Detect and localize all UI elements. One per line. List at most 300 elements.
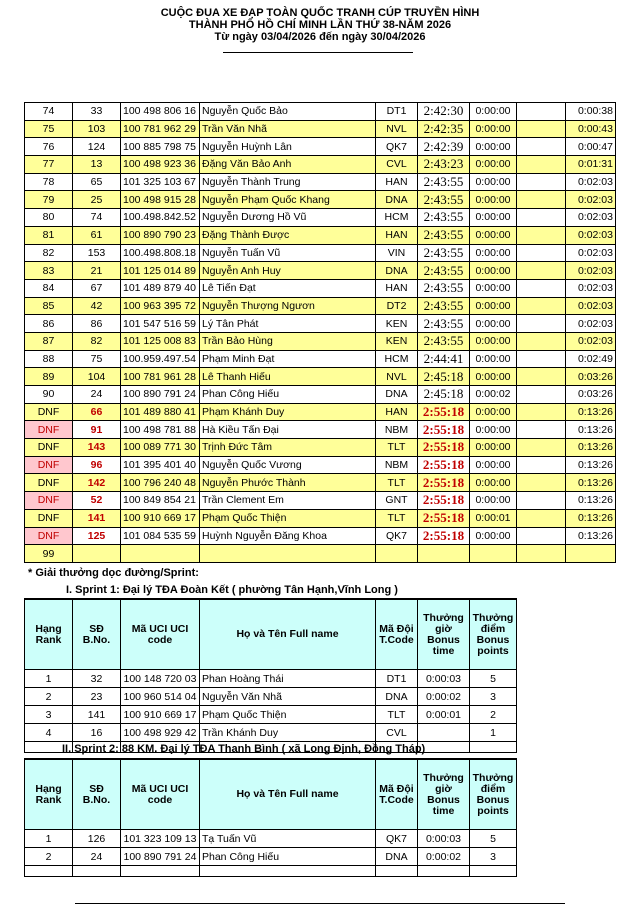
time-cell: 2:43:23 bbox=[418, 156, 470, 174]
name-cell: Nguyễn Quốc Bảo bbox=[200, 103, 376, 121]
bonus-cell: 0:00:02 bbox=[470, 386, 517, 404]
table-row bbox=[25, 244, 616, 262]
name-cell: Phạm Khánh Duy bbox=[200, 403, 376, 421]
table-row bbox=[25, 103, 616, 121]
bib-cell bbox=[73, 545, 121, 563]
col-bib-header: SĐ B.No. bbox=[73, 759, 121, 830]
team-cell: DNA bbox=[376, 262, 418, 280]
gap-cell: 0:13:26 bbox=[566, 403, 616, 421]
header-divider bbox=[223, 52, 413, 53]
uci-cell: 100 498 923 36 bbox=[121, 156, 200, 174]
empty-cell bbox=[200, 866, 376, 877]
time-cell: 2:43:55 bbox=[418, 244, 470, 262]
sprint2-table bbox=[24, 758, 517, 877]
gap-cell: 0:03:26 bbox=[566, 386, 616, 404]
table-row bbox=[25, 527, 616, 545]
rank-cell: DNF bbox=[25, 403, 73, 421]
uci-cell: 100 089 771 30 bbox=[121, 439, 200, 457]
bib-cell: 141 bbox=[73, 706, 121, 724]
name-cell: Nguyễn Quốc Vương bbox=[200, 456, 376, 474]
bib-cell: 124 bbox=[73, 138, 121, 156]
bonus-cell: 0:00:00 bbox=[470, 297, 517, 315]
uci-cell: 100 890 791 24 bbox=[121, 386, 200, 404]
name-cell: Nguyễn Phước Thành bbox=[200, 474, 376, 492]
extra-cell bbox=[517, 545, 566, 563]
rank-cell: 77 bbox=[25, 156, 73, 174]
bib-cell: 24 bbox=[73, 848, 121, 866]
uci-cell: 100 910 669 17 bbox=[121, 706, 200, 724]
team-cell: DNA bbox=[376, 848, 418, 866]
gap-cell: 0:02:49 bbox=[566, 350, 616, 368]
name-cell: Lê Thanh Hiếu bbox=[200, 368, 376, 386]
team-cell: HAN bbox=[376, 226, 418, 244]
bib-cell: 16 bbox=[73, 724, 121, 742]
uci-cell: 100 498 806 16 bbox=[121, 103, 200, 121]
name-cell: Đặng Thành Được bbox=[200, 226, 376, 244]
team-cell: DNA bbox=[376, 386, 418, 404]
name-cell: Phan Hoàng Thái bbox=[200, 670, 376, 688]
footer-divider bbox=[75, 903, 565, 904]
table-row bbox=[25, 439, 616, 457]
table-row bbox=[25, 173, 616, 191]
time-cell: 2:55:18 bbox=[418, 456, 470, 474]
rank-cell: 89 bbox=[25, 368, 73, 386]
empty-cell bbox=[470, 866, 517, 877]
team-cell: HAN bbox=[376, 173, 418, 191]
team-cell: DNA bbox=[376, 191, 418, 209]
extra-cell bbox=[517, 244, 566, 262]
name-cell bbox=[200, 545, 376, 563]
name-cell: Nguyễn Thượng Ngươn bbox=[200, 297, 376, 315]
bonus-cell bbox=[470, 545, 517, 563]
time-cell: 2:43:55 bbox=[418, 279, 470, 297]
uci-cell: 100 849 854 21 bbox=[121, 492, 200, 510]
bib-cell: 61 bbox=[73, 226, 121, 244]
uci-cell: 100.959.497.54 bbox=[121, 350, 200, 368]
uci-cell: 100 890 790 23 bbox=[121, 226, 200, 244]
extra-cell bbox=[517, 279, 566, 297]
table-row bbox=[25, 297, 616, 315]
extra-cell bbox=[517, 173, 566, 191]
team-cell: HCM bbox=[376, 209, 418, 227]
extra-cell bbox=[517, 315, 566, 333]
team-cell: VIN bbox=[376, 244, 418, 262]
extra-cell bbox=[517, 138, 566, 156]
gap-cell: 0:02:03 bbox=[566, 297, 616, 315]
rank-cell: 4 bbox=[25, 724, 73, 742]
time-cell bbox=[418, 545, 470, 563]
rank-cell: 2 bbox=[25, 688, 73, 706]
gap-cell bbox=[566, 545, 616, 563]
uci-cell: 100 148 720 03 bbox=[121, 670, 200, 688]
name-cell: Phạm Quốc Thiện bbox=[200, 509, 376, 527]
sprint1-table bbox=[24, 598, 517, 753]
extra-cell bbox=[517, 368, 566, 386]
team-cell: TLT bbox=[376, 474, 418, 492]
time-cell: 2:44:41 bbox=[418, 350, 470, 368]
team-cell: KEN bbox=[376, 332, 418, 350]
extra-cell bbox=[517, 297, 566, 315]
bonus-time-cell: 0:00:02 bbox=[418, 848, 470, 866]
time-cell: 2:43:55 bbox=[418, 226, 470, 244]
table-row bbox=[25, 386, 616, 404]
rank-cell: 85 bbox=[25, 297, 73, 315]
bonus-cell: 0:00:00 bbox=[470, 191, 517, 209]
name-cell: Trần Clement Em bbox=[200, 492, 376, 510]
name-cell: Tạ Tuấn Vũ bbox=[200, 830, 376, 848]
bonus-cell: 0:00:00 bbox=[470, 120, 517, 138]
time-cell: 2:55:18 bbox=[418, 509, 470, 527]
team-cell: NBM bbox=[376, 456, 418, 474]
team-cell: TLT bbox=[376, 439, 418, 457]
table-row bbox=[25, 545, 616, 563]
bonus-cell: 0:00:00 bbox=[470, 103, 517, 121]
bib-cell: 65 bbox=[73, 173, 121, 191]
table-row bbox=[25, 156, 616, 174]
rank-cell: DNF bbox=[25, 509, 73, 527]
bib-cell: 141 bbox=[73, 509, 121, 527]
gap-cell: 0:13:26 bbox=[566, 421, 616, 439]
gap-cell: 0:02:03 bbox=[566, 209, 616, 227]
bonus-time-cell bbox=[418, 724, 470, 742]
rank-cell: 2 bbox=[25, 848, 73, 866]
team-cell: HAN bbox=[376, 403, 418, 421]
bib-cell: 153 bbox=[73, 244, 121, 262]
bib-cell: 24 bbox=[73, 386, 121, 404]
table-row bbox=[25, 474, 616, 492]
rank-cell: 3 bbox=[25, 706, 73, 724]
bonus-cell: 0:00:00 bbox=[470, 244, 517, 262]
rank-cell: 81 bbox=[25, 226, 73, 244]
rank-cell: 1 bbox=[25, 830, 73, 848]
time-cell: 2:42:30 bbox=[418, 103, 470, 121]
rank-cell: DNF bbox=[25, 439, 73, 457]
empty-cell bbox=[25, 866, 73, 877]
extra-cell bbox=[517, 527, 566, 545]
extra-cell bbox=[517, 456, 566, 474]
rank-cell: 90 bbox=[25, 386, 73, 404]
bonus-cell: 0:00:00 bbox=[470, 350, 517, 368]
time-cell: 2:55:18 bbox=[418, 527, 470, 545]
table-row bbox=[25, 724, 517, 742]
col-rank-header: Hạng Rank bbox=[25, 759, 73, 830]
name-cell: Phan Công Hiếu bbox=[200, 848, 376, 866]
time-cell: 2:42:35 bbox=[418, 120, 470, 138]
uci-cell: 100 890 791 24 bbox=[121, 848, 200, 866]
rank-cell: DNF bbox=[25, 456, 73, 474]
name-cell: Nguyễn Phạm Quốc Khang bbox=[200, 191, 376, 209]
table-row bbox=[25, 138, 616, 156]
table-row bbox=[25, 209, 616, 227]
table-row bbox=[25, 848, 517, 866]
time-cell: 2:55:18 bbox=[418, 403, 470, 421]
name-cell: Lý Tân Phát bbox=[200, 315, 376, 333]
time-cell: 2:55:18 bbox=[418, 421, 470, 439]
bib-cell: 91 bbox=[73, 421, 121, 439]
col-uci-header: Mã UCI UCI code bbox=[121, 599, 200, 670]
team-cell bbox=[376, 545, 418, 563]
uci-cell: 101 547 516 59 bbox=[121, 315, 200, 333]
rank-cell: 99 bbox=[25, 545, 73, 563]
name-cell: Phạm Minh Đạt bbox=[200, 350, 376, 368]
uci-cell: 100 910 669 17 bbox=[121, 509, 200, 527]
gap-cell: 0:13:26 bbox=[566, 509, 616, 527]
gap-cell: 0:13:26 bbox=[566, 492, 616, 510]
time-cell: 2:43:55 bbox=[418, 332, 470, 350]
team-cell: NVL bbox=[376, 368, 418, 386]
empty-cell bbox=[121, 866, 200, 877]
bib-cell: 42 bbox=[73, 297, 121, 315]
bonus-cell: 0:00:00 bbox=[470, 173, 517, 191]
table-row bbox=[25, 456, 616, 474]
bib-cell: 74 bbox=[73, 209, 121, 227]
bib-cell: 52 bbox=[73, 492, 121, 510]
uci-cell: 101 489 879 40 bbox=[121, 279, 200, 297]
time-cell: 2:43:55 bbox=[418, 315, 470, 333]
bib-cell: 96 bbox=[73, 456, 121, 474]
table-row bbox=[25, 492, 616, 510]
bonus-points-cell: 5 bbox=[470, 830, 517, 848]
bonus-cell: 0:00:00 bbox=[470, 138, 517, 156]
uci-cell: 101 125 008 83 bbox=[121, 332, 200, 350]
bonus-time-cell: 0:00:03 bbox=[418, 670, 470, 688]
bib-cell: 25 bbox=[73, 191, 121, 209]
name-cell: Nguyễn Văn Nhã bbox=[200, 688, 376, 706]
extra-cell bbox=[517, 332, 566, 350]
col-bonus-time-header: Thưởng giờ Bonus time bbox=[418, 599, 470, 670]
extra-cell bbox=[517, 509, 566, 527]
bonus-points-cell: 5 bbox=[470, 670, 517, 688]
bonus-time-cell: 0:00:01 bbox=[418, 706, 470, 724]
bonus-cell: 0:00:00 bbox=[470, 209, 517, 227]
col-bonus-points-header: Thưởng điểm Bonus points bbox=[470, 759, 517, 830]
empty-cell bbox=[376, 866, 418, 877]
table-row bbox=[25, 368, 616, 386]
table-row bbox=[25, 688, 517, 706]
gap-cell: 0:01:31 bbox=[566, 156, 616, 174]
table-row bbox=[25, 315, 616, 333]
results-table bbox=[24, 102, 616, 563]
uci-cell: 100 781 961 28 bbox=[121, 368, 200, 386]
table-row bbox=[25, 830, 517, 848]
col-bib-header: SĐ B.No. bbox=[73, 599, 121, 670]
rank-cell: DNF bbox=[25, 492, 73, 510]
gap-cell: 0:03:26 bbox=[566, 368, 616, 386]
team-cell: QK7 bbox=[376, 830, 418, 848]
gap-cell: 0:02:03 bbox=[566, 315, 616, 333]
time-cell: 2:45:18 bbox=[418, 368, 470, 386]
uci-cell: 100 498 915 28 bbox=[121, 191, 200, 209]
time-cell: 2:43:55 bbox=[418, 262, 470, 280]
blank-row bbox=[25, 866, 517, 877]
uci-cell: 100.498.808.18 bbox=[121, 244, 200, 262]
table-row bbox=[25, 332, 616, 350]
team-cell: TLT bbox=[376, 509, 418, 527]
name-cell: Trần Văn Nhã bbox=[200, 120, 376, 138]
team-cell: TLT bbox=[376, 706, 418, 724]
header-line-1: CUỘC ĐUA XE ĐẠP TOÀN QUỐC TRANH CÚP TRUYỀN HÌNH bbox=[160, 7, 480, 19]
uci-cell: 101 489 880 41 bbox=[121, 403, 200, 421]
team-cell: NVL bbox=[376, 120, 418, 138]
bib-cell: 67 bbox=[73, 279, 121, 297]
table-row bbox=[25, 670, 517, 688]
table-row bbox=[25, 350, 616, 368]
team-cell: HCM bbox=[376, 350, 418, 368]
table-row bbox=[25, 279, 616, 297]
bib-cell: 66 bbox=[73, 403, 121, 421]
uci-cell: 101 395 401 40 bbox=[121, 456, 200, 474]
time-cell: 2:43:55 bbox=[418, 191, 470, 209]
rank-cell: 76 bbox=[25, 138, 73, 156]
gap-cell: 0:02:03 bbox=[566, 332, 616, 350]
bib-cell: 75 bbox=[73, 350, 121, 368]
name-cell: Hà Kiều Tấn Đại bbox=[200, 421, 376, 439]
name-cell: Nguyễn Thành Trung bbox=[200, 173, 376, 191]
bib-cell: 82 bbox=[73, 332, 121, 350]
sprint2-title: II. Sprint 2: 88 KM. Đại lý TĐA Thanh Bình ( xã Long Định, Đồng Tháp) bbox=[62, 743, 426, 755]
bonus-points-cell: 3 bbox=[470, 688, 517, 706]
uci-cell: 100 781 962 29 bbox=[121, 120, 200, 138]
bib-cell: 125 bbox=[73, 527, 121, 545]
bib-cell: 143 bbox=[73, 439, 121, 457]
name-cell: Trần Khánh Duy bbox=[200, 724, 376, 742]
rank-cell: 75 bbox=[25, 120, 73, 138]
team-cell: DT1 bbox=[376, 103, 418, 121]
bib-cell: 86 bbox=[73, 315, 121, 333]
bib-cell: 33 bbox=[73, 103, 121, 121]
name-cell: Đặng Văn Bảo Anh bbox=[200, 156, 376, 174]
team-cell: NBM bbox=[376, 421, 418, 439]
team-cell: GNT bbox=[376, 492, 418, 510]
col-bonus-time-header: Thưởng giờ Bonus time bbox=[418, 759, 470, 830]
col-team-header: Mã Đội T.Code bbox=[376, 599, 418, 670]
time-cell: 2:42:39 bbox=[418, 138, 470, 156]
table-row bbox=[25, 509, 616, 527]
col-name-header: Họ và Tên Full name bbox=[200, 599, 376, 670]
team-cell: DT1 bbox=[376, 670, 418, 688]
bonus-cell: 0:00:00 bbox=[470, 315, 517, 333]
bonus-cell: 0:00:00 bbox=[470, 421, 517, 439]
bib-cell: 142 bbox=[73, 474, 121, 492]
name-cell: Nguyễn Tuấn Vũ bbox=[200, 244, 376, 262]
uci-cell: 100.498.842.52 bbox=[121, 209, 200, 227]
uci-cell: 100 960 514 04 bbox=[121, 688, 200, 706]
gap-cell: 0:02:03 bbox=[566, 244, 616, 262]
extra-cell bbox=[517, 156, 566, 174]
extra-cell bbox=[517, 386, 566, 404]
team-cell: KEN bbox=[376, 315, 418, 333]
uci-cell: 101 084 535 59 bbox=[121, 527, 200, 545]
bonus-time-cell: 0:00:03 bbox=[418, 830, 470, 848]
time-cell: 2:43:55 bbox=[418, 209, 470, 227]
bonus-cell: 0:00:00 bbox=[470, 332, 517, 350]
bib-cell: 32 bbox=[73, 670, 121, 688]
rank-cell: 86 bbox=[25, 315, 73, 333]
extra-cell bbox=[517, 474, 566, 492]
rank-cell: 83 bbox=[25, 262, 73, 280]
bonus-cell: 0:00:00 bbox=[470, 492, 517, 510]
extra-cell bbox=[517, 209, 566, 227]
extra-cell bbox=[517, 492, 566, 510]
time-cell: 2:55:18 bbox=[418, 492, 470, 510]
gap-cell: 0:13:26 bbox=[566, 456, 616, 474]
col-uci-header: Mã UCI UCI code bbox=[121, 759, 200, 830]
name-cell: Huỳnh Nguyễn Đăng Khoa bbox=[200, 527, 376, 545]
name-cell: Nguyễn Anh Huy bbox=[200, 262, 376, 280]
uci-cell bbox=[121, 545, 200, 563]
rank-cell: 79 bbox=[25, 191, 73, 209]
table-row bbox=[25, 403, 616, 421]
empty-cell bbox=[470, 742, 517, 753]
col-team-header: Mã Đội T.Code bbox=[376, 759, 418, 830]
uci-cell: 100 498 929 42 bbox=[121, 724, 200, 742]
bib-cell: 13 bbox=[73, 156, 121, 174]
time-cell: 2:55:18 bbox=[418, 474, 470, 492]
extra-cell bbox=[517, 421, 566, 439]
name-cell: Trần Bảo Hùng bbox=[200, 332, 376, 350]
uci-cell: 100 963 395 72 bbox=[121, 297, 200, 315]
uci-cell: 100 498 781 88 bbox=[121, 421, 200, 439]
rank-cell: 78 bbox=[25, 173, 73, 191]
team-cell: QK7 bbox=[376, 527, 418, 545]
rank-cell: 80 bbox=[25, 209, 73, 227]
bonus-cell: 0:00:00 bbox=[470, 403, 517, 421]
gap-cell: 0:02:03 bbox=[566, 191, 616, 209]
rank-cell: DNF bbox=[25, 421, 73, 439]
name-cell: Phạm Quốc Thiện bbox=[200, 706, 376, 724]
bonus-points-cell: 3 bbox=[470, 848, 517, 866]
bonus-cell: 0:00:00 bbox=[470, 456, 517, 474]
team-cell: DT2 bbox=[376, 297, 418, 315]
table-row bbox=[25, 706, 517, 724]
rank-cell: 1 bbox=[25, 670, 73, 688]
uci-cell: 101 125 014 89 bbox=[121, 262, 200, 280]
table-row bbox=[25, 120, 616, 138]
extra-cell bbox=[517, 226, 566, 244]
gap-cell: 0:13:26 bbox=[566, 439, 616, 457]
bib-cell: 104 bbox=[73, 368, 121, 386]
col-name-header: Họ và Tên Full name bbox=[200, 759, 376, 830]
bib-cell: 23 bbox=[73, 688, 121, 706]
extra-cell bbox=[517, 403, 566, 421]
rank-cell: DNF bbox=[25, 474, 73, 492]
bib-cell: 126 bbox=[73, 830, 121, 848]
bib-cell: 21 bbox=[73, 262, 121, 280]
header-line-2: THÀNH PHỐ HỒ CHÍ MINH LẦN THỨ 38-NĂM 2026 bbox=[188, 19, 452, 31]
gap-cell: 0:02:03 bbox=[566, 173, 616, 191]
name-cell: Nguyễn Dương Hồ Vũ bbox=[200, 209, 376, 227]
time-cell: 2:43:55 bbox=[418, 173, 470, 191]
extra-cell bbox=[517, 350, 566, 368]
extra-cell bbox=[517, 262, 566, 280]
time-cell: 2:45:18 bbox=[418, 386, 470, 404]
bonus-cell: 0:00:00 bbox=[470, 262, 517, 280]
bonus-cell: 0:00:00 bbox=[470, 474, 517, 492]
header-line-3: Từ ngày 03/04/2026 đến ngày 30/04/2026 bbox=[214, 31, 426, 43]
team-cell: QK7 bbox=[376, 138, 418, 156]
table-row bbox=[25, 421, 616, 439]
bonus-cell: 0:00:01 bbox=[470, 509, 517, 527]
table-row bbox=[25, 262, 616, 280]
col-rank-header: Hạng Rank bbox=[25, 599, 73, 670]
rank-cell: 74 bbox=[25, 103, 73, 121]
extra-cell bbox=[517, 439, 566, 457]
extra-cell bbox=[517, 191, 566, 209]
bonus-cell: 0:00:00 bbox=[470, 279, 517, 297]
team-cell: HAN bbox=[376, 279, 418, 297]
gap-cell: 0:02:03 bbox=[566, 226, 616, 244]
team-cell: CVL bbox=[376, 156, 418, 174]
